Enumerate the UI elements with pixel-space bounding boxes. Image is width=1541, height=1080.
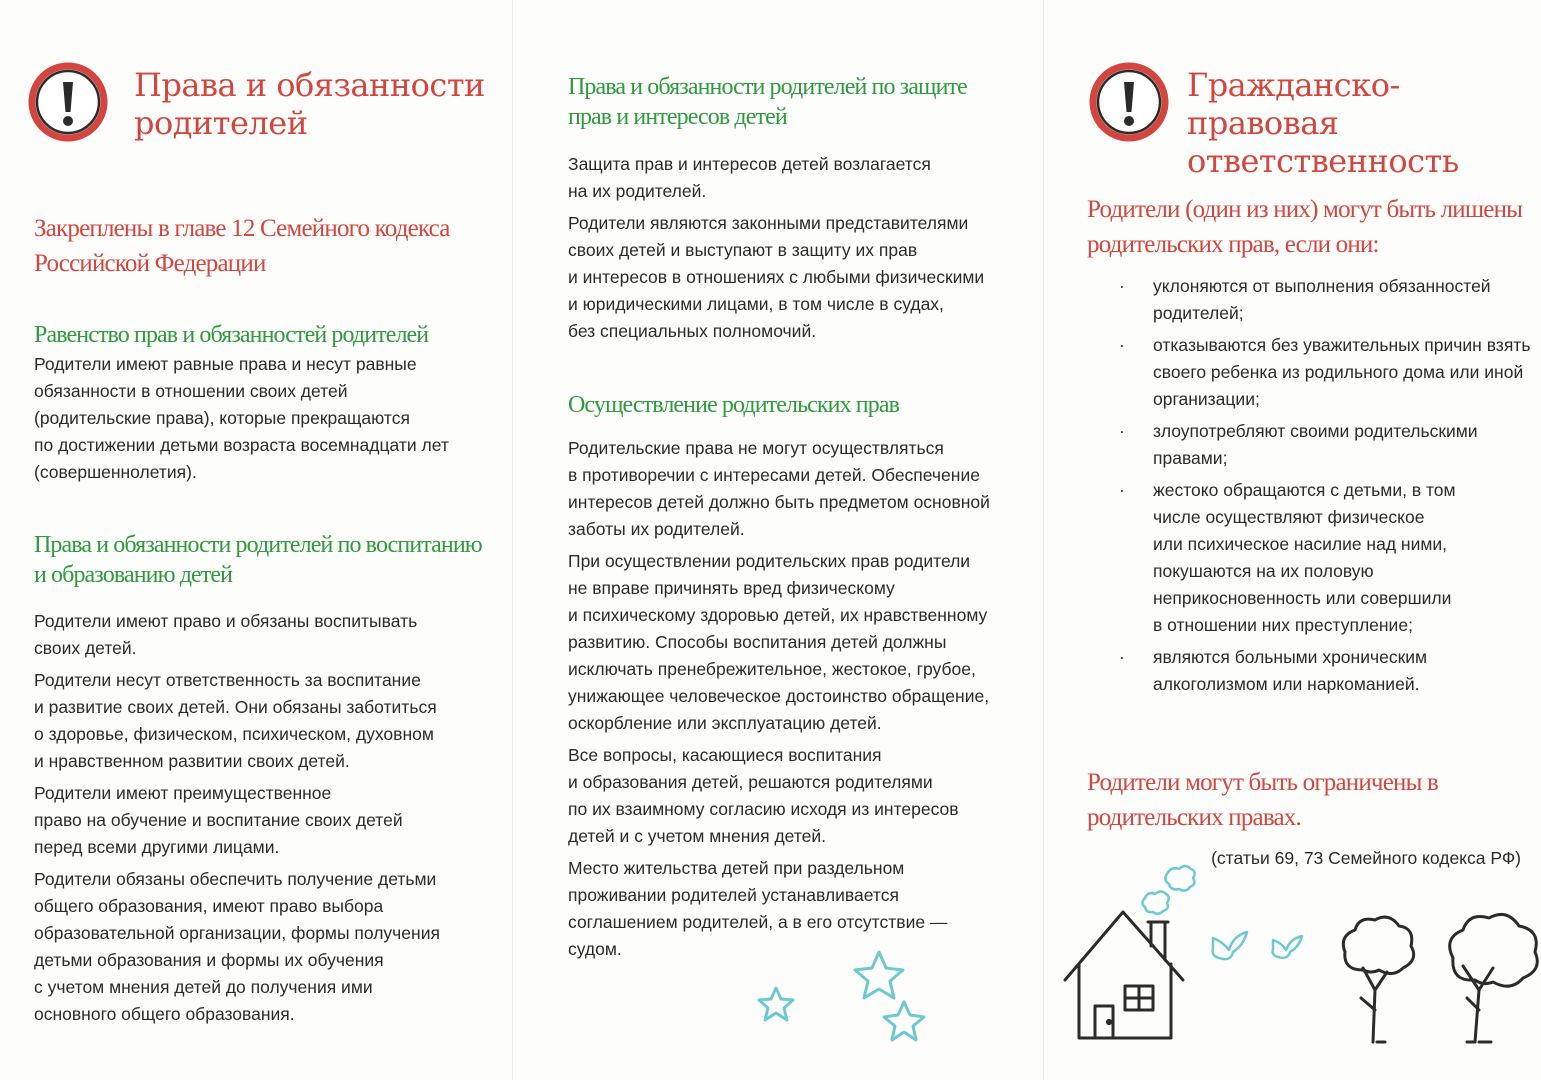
door-knob [1107, 1020, 1110, 1023]
tree-trunk [1361, 968, 1387, 1042]
panel-parent-rights [0, 0, 505, 1080]
chimney [1151, 922, 1165, 960]
paragraph: Место жительства детей при раздельном проживании родителей устанавливается соглашением родителей, а в его отсутствие — судом. [568, 858, 948, 959]
section-heading-upbringing: Права и обязанности родителей по воспитанию и образованию детей [34, 532, 482, 588]
exclamation-circle-icon [26, 60, 110, 144]
list-item: · уклоняются от выполнения обязанностей родителей; [1153, 273, 1538, 327]
fold-line [512, 0, 513, 1080]
page-title: Гражданско-правовая ответственность [1187, 66, 1459, 180]
bird-doodle-icon [1213, 932, 1247, 959]
panel-protection-and-exercise [515, 0, 1040, 1080]
star-doodle-icon [759, 988, 793, 1020]
bullet: · [1119, 647, 1125, 667]
tree-doodle-icon [1343, 917, 1413, 973]
legal-source: (статьи 69, 73 Семейного кодекса РФ) [1211, 848, 1521, 868]
restriction-heading: Родители могут быть ограничены в родительских правах. [1087, 769, 1439, 831]
tree-doodle-icon [1450, 914, 1538, 986]
section-body-protection [568, 151, 1038, 350]
paragraph: Родители обязаны обеспечить получение детьми общего образования, имеют право выбора образовательной организации, формы получения детьми образования и формы их обучения с учетом мнения детей до получения ими основного общего образования. [34, 869, 440, 1024]
tree-trunk [1463, 966, 1493, 1042]
section-heading-equality: Равенство прав и обязанностей родителей [34, 322, 429, 348]
star-doodle-icon [855, 952, 903, 998]
list-item: · отказываются без уважительных причин взять своего ребенка из родильного дома или иной организации; [1153, 332, 1538, 413]
bullet: · [1119, 335, 1125, 355]
list-item: · злоупотребляют своими родительскими правами; [1153, 418, 1538, 472]
paragraph: Родители имеют право и обязаны воспитывать своих детей. [34, 611, 418, 658]
paragraph: Родители являются законными представителями своих детей и выступают в защиту их прав и интересов в отношениях с любыми физическими и юридическими лицами, в том числе в судах, без специальных полномочий. [568, 213, 985, 341]
list-item: · являются больными хроническим алкоголизмом или наркоманией. [1153, 644, 1538, 698]
intro-heading: Закреплены в главе 12 Семейного кодекса Российской Федерации [34, 215, 450, 277]
paragraph: Защита прав и интересов детей возлагается на их родителей. [568, 154, 931, 201]
paragraph: Родители несут ответственность за воспитание и развитие своих детей. Они обязаны заботиться о здоровье, физическом, психическом, духовном и нравственном развитии своих детей. [34, 670, 437, 771]
paragraph: Родители имеют равные права и несут равные обязанности в отношении своих детей (родительские права), которые прекращаются по достижении детьми возраста восемнадцати лет (совершеннолетия). [34, 354, 449, 482]
paragraph: При осуществлении родительских прав родители не вправе причинять вред физическому и психическому здоровью детей, их нравственному развитию. Способы воспитания детей должны исключать пренебрежительное, жестокое, грубое, унижающее человеческое достоинство обращение, оскорбление или эксплуатацию детей. [568, 551, 990, 733]
section-heading-exercise: Осуществление родительских прав [568, 392, 900, 418]
bullet: · [1119, 276, 1125, 296]
section-body-exercise [568, 435, 1038, 968]
bird-doodle-icon [1273, 936, 1302, 958]
paragraph: Родители имеют преимущественное право на обучение и воспитание своих детей перед всеми другими лицами. [34, 783, 403, 857]
list-item: · жестоко обращаются с детьми, в том числе осуществляют физическое или психическое насилие над ними, покушаются на их половую неприкосновенность или совершили в отношении них преступление; [1153, 477, 1538, 639]
star-doodle-icon [884, 1002, 924, 1040]
fold-line [1043, 0, 1044, 1080]
bullet: · [1119, 480, 1125, 500]
deprivation-grounds-list [1119, 273, 1538, 703]
bullet: · [1119, 421, 1125, 441]
window-cross [1125, 986, 1153, 1010]
house-doodle-icon [1055, 860, 1539, 1056]
page-title: Права и обязанности родителей [134, 66, 485, 142]
smoke-cloud-icon [1143, 892, 1169, 914]
section-body-upbringing [34, 608, 499, 1033]
panel-civil-liability [1045, 0, 1541, 1080]
section-heading-protection: Права и обязанности родителей по защите прав и интересов детей [568, 74, 967, 130]
paragraph: Родительские права не могут осуществляться в противоречии с интересами детей. Обеспечение интересов детей должно быть предметом основной заботы их родителей. [568, 438, 990, 539]
star-doodle-icon [751, 946, 951, 1056]
smoke-cloud-icon [1165, 866, 1194, 891]
section-body-equality [34, 351, 499, 491]
deprivation-heading: Родители (один из них) могут быть лишены родительских прав, если они: [1087, 196, 1523, 258]
paragraph: Все вопросы, касающиеся воспитания и образования детей, решаются родителями по их взаимному согласию исходя из интересов детей и с учетом мнения детей. [568, 745, 959, 846]
exclamation-circle-icon [1087, 60, 1171, 144]
